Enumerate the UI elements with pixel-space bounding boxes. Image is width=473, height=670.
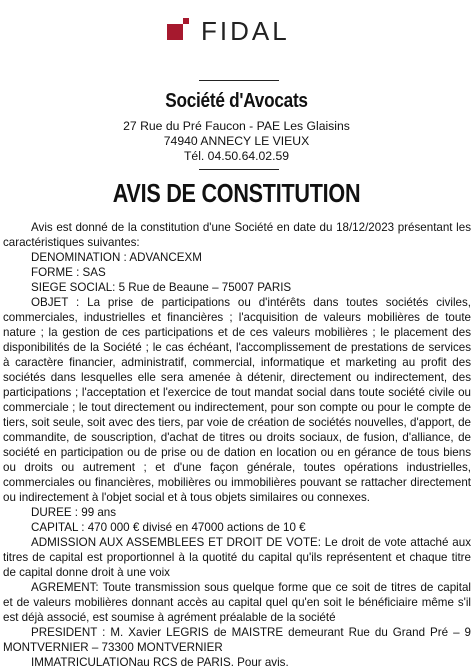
address-line-2: 74940 ANNECY LE VIEUX [163,134,310,148]
paragraph-forme: FORME : SAS [31,266,106,279]
logo-text: FIDAL [201,15,290,46]
notice-title: AVIS DE CONSTITUTION [112,178,361,208]
paragraph-intro: Avis est donné de la constitution d'une Société en date du 18/12/2023 présentant les caractéristiques suivantes: [3,221,471,249]
phone-number: Tél. 04.50.64.02.59 [183,149,290,163]
top-divider [199,80,279,81]
paragraph-capital: CAPITAL : 470 000 € divisé en 47000 actions de 10 € [31,521,306,534]
paragraph-immatriculation: IMMATRICULATIONau RCS de PARIS. Pour avis. [31,656,289,669]
firm-name: Société d'Avocats [165,90,308,112]
paragraph-denomination: DENOMINATION : ADVANCEXM [31,251,202,264]
paragraph-president: PRESIDENT : M. Xavier LEGRIS de MAISTRE demeurant Rue du Grand Pré – 9 MONTVERNIER – 73300 MONTVERNIER [3,626,471,654]
paragraph-admission: ADMISSION AUX ASSEMBLEES ET DROIT DE VOTE: Le droit de vote attaché aux titres de capital est proportionnel à la quotité du capital qu'ils représentent et chaque titre de capital donne droit à une voix [3,536,471,579]
paragraph-agrement: AGREMENT: Toute transmission sous quelque forme que ce soit de titres de capital et de valeurs mobilières donnant accès au capital quel qu'en soit le bénéficiaire même s'il est déjà associé, est soumise à agrément préalable de la société [3,581,471,624]
paragraph-siege-social: SIEGE SOCIAL: 5 Rue de Beaune – 75007 PARIS [31,281,292,294]
address-line-1: 27 Rue du Pré Faucon - PAE Les Glaisins [123,119,350,133]
notice-body [3,220,471,670]
fidal-logo-mark-icon [167,18,193,44]
paragraph-objet: OBJET : La prise de participations ou d'intérêts dans toutes sociétés civiles, commerciales, industrielles et financières ; l'acquisition de valeurs mobilières de toute nature ; la gestion de ces participations et de ces valeurs mobilières ; le placement des disponibilités de la Société ; le cas échéant, l'accomplissement de prestations de services à caractère financier, administratif, commercial, informatique et marketing au profit des sociétés dans lesquelles elle sera amenée à détenir, directement ou indirectement, des participations ; l'acceptation et l'exercice de tout mandat social dans toute société civile ou commerciale ; le tout directement ou indirectement, pour son compte ou pour le compte de tiers, soit seule, soit avec des tiers, par voie de création de sociétés nouvelles, d'apport, de commandite, de souscription, d'achat de titres ou droits sociaux, de fusion, d'alliance, de société en participation ou de prise ou de dation en location ou en gérance de tous biens ou droits ou autrement ; et d'une façon générale, toutes opérations industrielles, commerciales ou financières, mobilières ou immobilières pouvant se rattacher directement ou indirectement à l'objet social et à tous objets similaires ou connexes. [3,296,471,504]
logo [167,16,290,46]
bottom-divider [199,169,279,170]
paragraph-duree: DUREE : 99 ans [31,506,117,519]
